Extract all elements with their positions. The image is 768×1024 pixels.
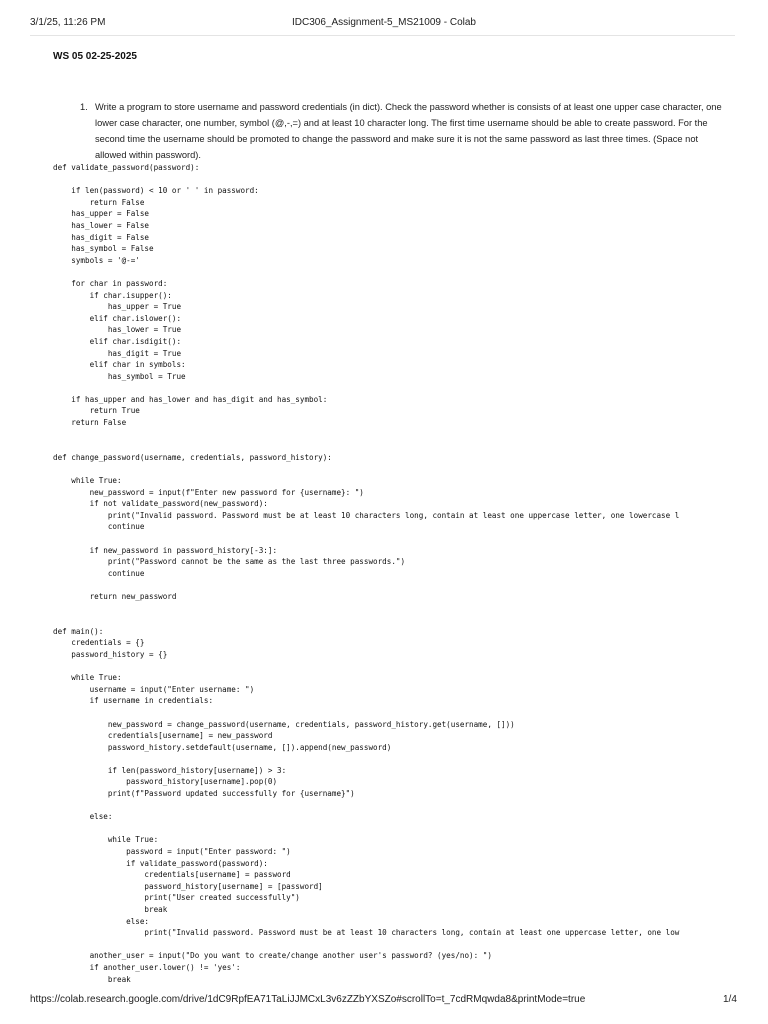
code-line: print(f"Password updated successfully for {username}") — [53, 789, 355, 799]
code-line: if char.isupper(): — [53, 290, 172, 300]
code-line: if validate_password(password): — [53, 858, 268, 868]
code-line: credentials[username] = new_password — [53, 731, 273, 741]
code-line — [53, 579, 743, 591]
code-line: another_user = input("Do you want to create/change another user's password? (yes/no): ") — [53, 951, 492, 961]
code-line: break — [53, 905, 168, 914]
code-line: credentials = {} — [53, 638, 145, 648]
code-line: password_history[username].pop(0) — [53, 777, 278, 787]
code-line — [53, 440, 743, 452]
code-cell — [53, 162, 743, 985]
code-line: while True: — [53, 835, 159, 845]
code-line: has_symbol = True — [53, 371, 186, 381]
code-line — [53, 939, 743, 951]
code-line: password_history.setdefault(username, []).append(new_password) — [53, 742, 392, 752]
code-line: elif char.isdigit(): — [53, 336, 182, 346]
code-line: if username in credentials: — [53, 696, 214, 706]
code-line: password_history[username] = [password] — [53, 881, 323, 891]
code-line: if len(password) < 10 or ' ' in password: — [53, 186, 259, 196]
question-item — [65, 99, 725, 163]
code-line: print("User created successfully") — [53, 893, 300, 903]
code-line — [53, 382, 743, 394]
code-line — [53, 266, 743, 278]
document-title: IDC306_Assignment-5_MS21009 - Colab — [292, 17, 476, 28]
code-line: new_password = input(f"Enter new password for {username}: ") — [53, 487, 364, 497]
code-line: new_password = change_password(username, credentials, password_history.get(username, [])) — [53, 719, 515, 729]
worksheet-heading: WS 05 02-25-2025 — [53, 51, 137, 62]
code-line: else: — [53, 916, 150, 926]
code-line: has_lower = True — [53, 325, 182, 335]
code-line — [53, 661, 743, 673]
header-divider — [30, 35, 735, 36]
code-line — [53, 753, 743, 765]
code-line: if not validate_password(new_password): — [53, 499, 268, 509]
code-line: continue — [53, 522, 145, 532]
code-line: credentials[username] = password — [53, 870, 291, 880]
code-line: while True: — [53, 673, 122, 683]
code-line — [53, 800, 743, 812]
code-line: has_symbol = False — [53, 244, 154, 254]
code-line — [53, 603, 743, 615]
code-line — [53, 463, 743, 475]
code-line: username = input("Enter username: ") — [53, 684, 255, 694]
question-text: Write a program to store username and password credentials (in dict). Check the password whether is consists of at least one upper case character, one lower case character, one number, symbol (@,-,=) and at least 10 character long. The first time username should be able to create password. For the second time the username should be promoted to change the password and make sure it is not the same password as last three times. (Space not allowed within password). — [95, 102, 722, 160]
code-line: has_digit = True — [53, 348, 182, 358]
code-line: return new_password — [53, 591, 177, 601]
code-line: print("Password cannot be the same as the last three passwords.") — [53, 557, 406, 567]
code-line: def main(): — [53, 626, 104, 636]
code-line: def validate_password(password): — [53, 163, 200, 172]
code-line: def change_password(username, credentials, password_history): — [53, 452, 332, 462]
code-line: if len(password_history[username]) > 3: — [53, 765, 287, 775]
code-line: password_history = {} — [53, 649, 168, 659]
code-line: if another_user.lower() != 'yes': — [53, 962, 241, 972]
code-line: while True: — [53, 476, 122, 486]
code-line: else: — [53, 812, 113, 822]
code-line: elif char.islower(): — [53, 313, 182, 323]
code-line — [53, 707, 743, 719]
code-line: return False — [53, 418, 127, 428]
code-line — [53, 823, 743, 835]
code-line: symbols = '@-=' — [53, 255, 140, 265]
code-line: continue — [53, 568, 145, 578]
code-line — [53, 614, 743, 626]
question-number: 1. — [80, 102, 88, 112]
code-line: password = input("Enter password: ") — [53, 847, 291, 857]
code-line: if has_upper and has_lower and has_digit and has_symbol: — [53, 394, 328, 404]
code-line: for char in password: — [53, 278, 168, 288]
code-line: print("Invalid password. Password must be at least 10 characters long, contain at least one uppercase letter, one low — [53, 928, 680, 938]
code-line: return False — [53, 197, 145, 207]
print-datetime: 3/1/25, 11:26 PM — [30, 17, 106, 28]
code-line: has_upper = False — [53, 209, 150, 219]
code-line: print("Invalid password. Password must be at least 10 characters long, contain at least one uppercase letter, one lowercase l — [53, 510, 680, 520]
code-line: break — [53, 974, 131, 984]
code-line — [53, 174, 743, 186]
code-line — [53, 429, 743, 441]
code-line — [53, 533, 743, 545]
print-header — [0, 0, 768, 34]
code-line: has_upper = True — [53, 302, 182, 312]
code-line: has_digit = False — [53, 232, 150, 242]
code-line: has_lower = False — [53, 220, 150, 230]
code-line: elif char in symbols: — [53, 360, 186, 370]
page-number: 1/4 — [723, 994, 737, 1005]
page-url: https://colab.research.google.com/drive/1dC9RpfEA71TaLiJJMCxL3v6zZZbYXSZo#scrollTo=t_7cdRMqwda8&printMode=true — [30, 994, 586, 1005]
code-line: return True — [53, 406, 140, 416]
code-line: if new_password in password_history[-3:]: — [53, 545, 278, 555]
